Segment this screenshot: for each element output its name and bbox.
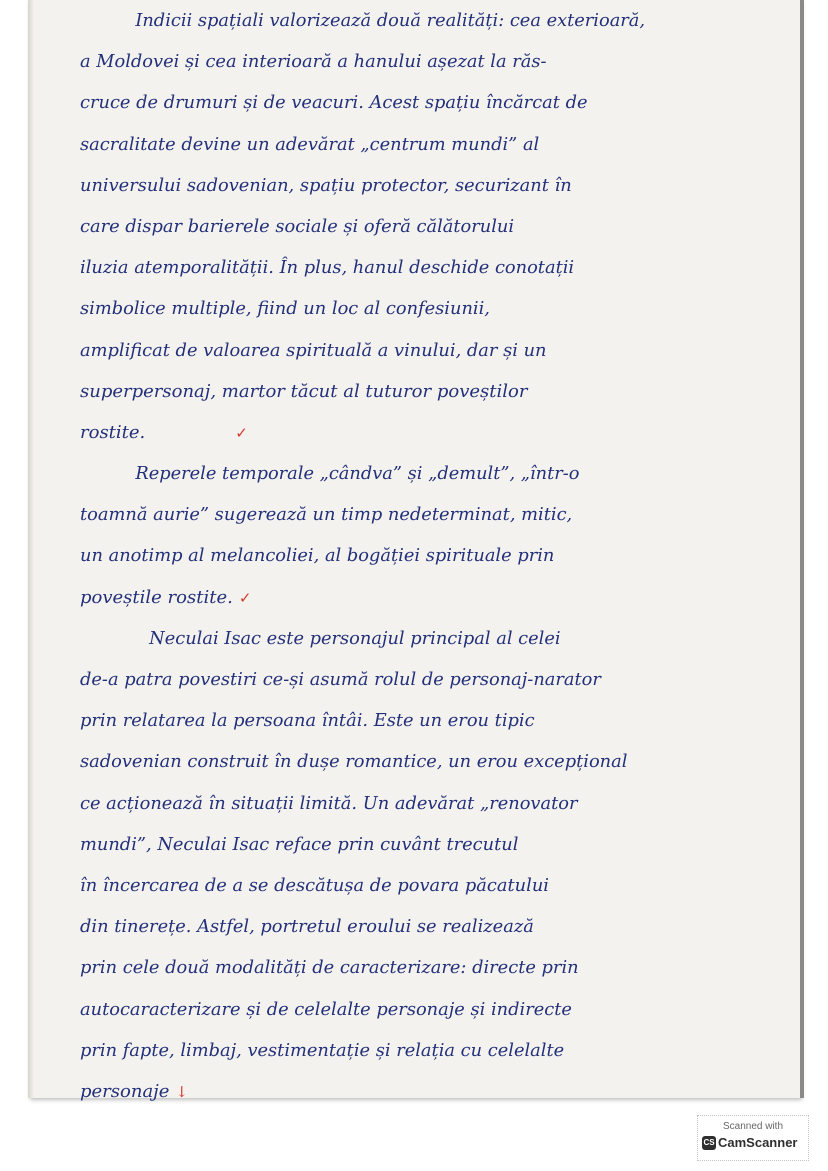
text-line: prin cele două modalități de caracterizare: directe prin bbox=[80, 957, 579, 979]
text-line: rostite. ✓ bbox=[80, 421, 248, 443]
text-line: personaje ↓ bbox=[80, 1080, 188, 1102]
watermark-caption: Scanned with bbox=[722, 1121, 784, 1132]
notebook-page bbox=[28, 0, 800, 1102]
text-line: mundi”, Neculai Isac reface prin cuvânt trecutul bbox=[80, 833, 519, 855]
text-line: din tinerețe. Astfel, portretul eroului se realizează bbox=[80, 916, 534, 938]
text-line: poveștile rostite. ✓ bbox=[80, 586, 252, 608]
text-line: toamnă aurie” sugerează un timp nedeterminat, mitic, bbox=[80, 504, 573, 526]
check-mark-icon: ✓ bbox=[235, 423, 248, 442]
text-line: superpersonaj, martor tăcut al tuturor poveștilor bbox=[80, 380, 528, 402]
text-line: sacralitate devine un adevărat „centrum mundi” al bbox=[80, 133, 540, 155]
text-line: prin fapte, limbaj, vestimentație și relația cu celelalte bbox=[80, 1039, 565, 1061]
text-line: a Moldovei și cea interioară a hanului așezat la răs- bbox=[80, 51, 547, 73]
text-line: universului sadovenian, spațiu protector, securizant în bbox=[80, 174, 572, 196]
text-line: iluzia atemporalității. În plus, hanul deschide conotații bbox=[80, 257, 575, 279]
text-line: simbolice multiple, fiind un loc al confesiunii, bbox=[80, 298, 490, 320]
text-line: Reperele temporale „cândva” și „demult”, „într-o bbox=[135, 463, 580, 485]
text-line: Indicii spațiali valorizează două realități: cea exterioară, bbox=[135, 10, 646, 31]
text-line: cruce de drumuri și de veacuri. Acest spațiu încărcat de bbox=[80, 92, 588, 114]
text-line: care dispar barierele sociale și oferă călătorului bbox=[80, 215, 515, 237]
correction-mark-icon: ↓ bbox=[175, 1082, 188, 1101]
text-line: de-a patra povestiri ce-și asumă rolul de personaj-narator bbox=[80, 669, 601, 690]
text-line: în încercarea de a se descătușa de povara păcatului bbox=[80, 874, 549, 896]
text-line: ce acționează în situații limită. Un adevărat „renovator bbox=[80, 792, 578, 814]
camscanner-logo-icon: CS bbox=[702, 1136, 716, 1150]
handwritten-text bbox=[80, 0, 800, 1112]
text-line: sadovenian construit în dușe romantice, un erou excepțional bbox=[80, 751, 628, 773]
watermark-brand: CamScanner bbox=[718, 1135, 798, 1150]
check-mark-icon: ✓ bbox=[238, 588, 252, 607]
text-line: prin relatarea la persoana întâi. Este un erou tipic bbox=[80, 710, 535, 732]
text-line: Neculai Isac este personajul principal al celei bbox=[149, 627, 561, 649]
text-line: un anotimp al melancoliei, al bogăției spirituale prin bbox=[80, 545, 555, 567]
text-line: amplificat de valoarea spirituală a vinului, dar și un bbox=[80, 339, 547, 361]
camscanner-watermark bbox=[697, 1115, 809, 1161]
text-line: autocaracterizare și de celelalte personaje și indirecte bbox=[80, 998, 572, 1020]
